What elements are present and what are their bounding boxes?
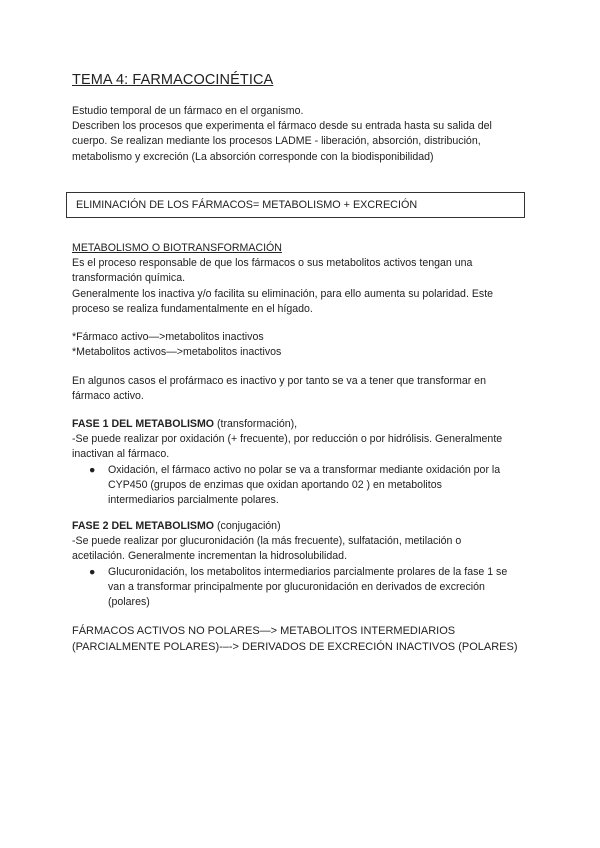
profarmaco-paragraph (72, 374, 532, 404)
bullet-line: Oxidación, el fármaco activo no polar se va a transformar mediante oxidación por la (108, 463, 501, 476)
fase1-section (72, 417, 532, 508)
page-title: TEMA 4: FARMACOCINÉTICA (72, 72, 274, 88)
conclusion-line: FÁRMACOS ACTIVOS NO POLARES—> METABOLITOS INTERMEDIARIOS (72, 625, 456, 637)
bullet-item (72, 463, 532, 509)
notes-block (72, 330, 532, 360)
bullet-line: CYP450 (grupos de enzimas que oxidan aportando 02 ) en metabolitos (108, 478, 442, 491)
text-line: fármaco activo. (72, 390, 144, 403)
text-line: Describen los procesos que experimenta el fármaco desde su entrada hasta su salida del (72, 120, 492, 133)
fase2-heading-bold: FASE 2 DEL METABOLISMO (72, 520, 215, 532)
fase1-heading (72, 417, 532, 432)
conclusion-line: (PARCIALMENTE POLARES)-–-> DERIVADOS DE EXCRECIÓN INACTIVOS (POLARES) (72, 641, 518, 653)
text-line: Es el proceso responsable de que los fármacos o sus metabolitos activos tengan una (72, 257, 473, 270)
fase2-heading (72, 519, 532, 534)
fase1-heading-bold: FASE 1 DEL METABOLISMO (72, 418, 215, 430)
bullet-line: (polares) (108, 596, 150, 609)
text-line: Generalmente los inactiva y/o facilita su eliminación, para ello aumenta su polaridad. Este (72, 287, 494, 300)
bullet-icon: ● (89, 565, 96, 578)
bullet-line: intermediarios parcialmente polares. (108, 494, 279, 507)
text-line: acetilación. Generalmente incrementan la hidrosolubilidad. (72, 550, 348, 563)
text-line: -Se puede realizar por glucuronidación (la más frecuente), sulfatación, metilación o (72, 535, 462, 548)
note-line: *Fármaco activo—>metabolitos inactivos (72, 331, 264, 343)
fase2-heading-rest: (conjugación) (214, 520, 281, 532)
section-heading: METABOLISMO O BIOTRANSFORMACIÓN (72, 242, 282, 254)
conclusion-block (72, 623, 517, 655)
highlight-box-text: ELIMINACIÓN DE LOS FÁRMACOS= METABOLISMO + EXCRECIÓN (76, 199, 418, 211)
fase1-heading-rest: (transformación), (214, 418, 298, 430)
bullet-line: Glucuronidación, los metabolitos intermediarios parcialmente prolares de la fase 1 se (108, 565, 508, 578)
bullet-icon: ● (89, 463, 96, 476)
text-line: proceso se realiza fundamentalmente en el hígado. (72, 302, 313, 315)
text-line: -Se puede realizar por oxidación (+ frecuente), por reducción o por hidrólisis. Generalmente (72, 433, 503, 446)
text-line: transformación química. (72, 272, 186, 285)
text-line: metabolismo y excreción (La absorción corresponde con la biodisponibilidad) (72, 150, 434, 163)
metabolismo-section (72, 241, 532, 317)
highlight-box (66, 192, 525, 218)
text-line: Estudio temporal de un fármaco en el organismo. (72, 105, 304, 117)
intro-paragraph (72, 104, 532, 165)
text-line: En algunos casos el profármaco es inactivo y por tanto se va a tener que transformar en (72, 375, 486, 387)
text-line: inactivan al fármaco. (72, 448, 170, 461)
text-line: cuerpo. Se realizan mediante los procesos LADME - liberación, absorción, distribución, (72, 135, 481, 148)
bullet-item (72, 565, 532, 611)
note-line: *Metabolitos activos—>metabolitos inactivos (72, 346, 282, 359)
bullet-line: van a transformar principalmente por glucuronidación en derivados de excreción (108, 580, 485, 593)
fase2-section (72, 519, 532, 610)
